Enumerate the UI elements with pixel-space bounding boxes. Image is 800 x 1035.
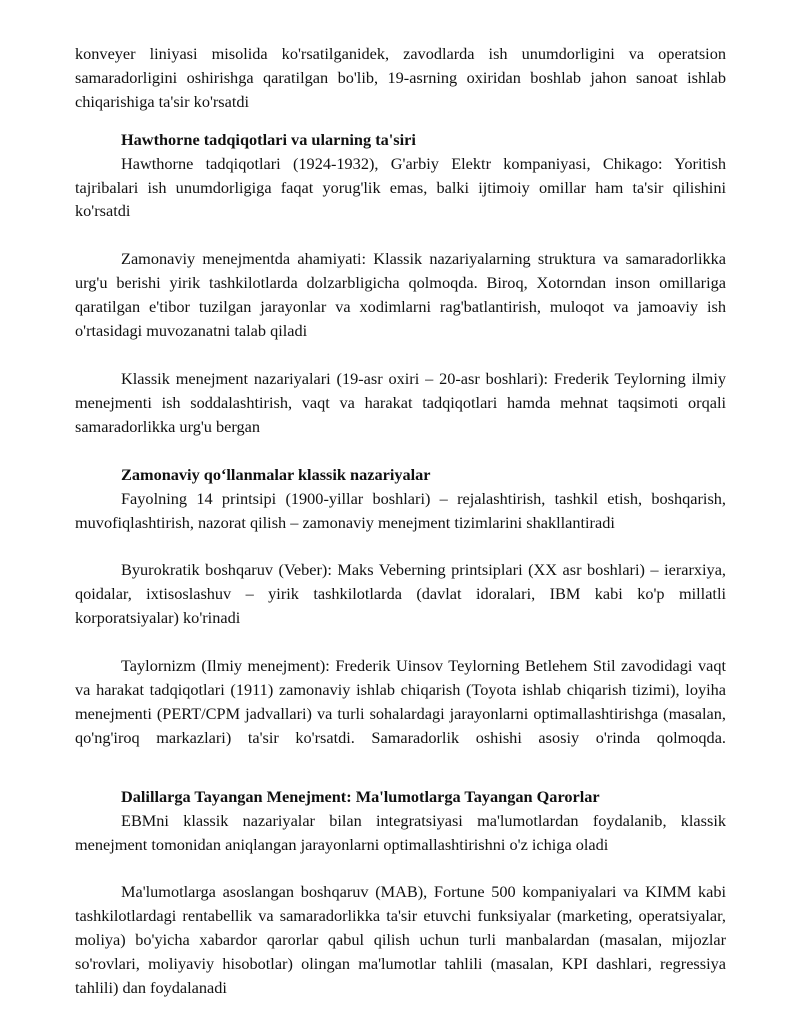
intro-paragraph: konveyer liniyasi misolida ko'rsatilganidek, zavodlarda ish unumdorligini va operatsion samaradorligini oshirishga qaratilgan bo'lib, 19-asrning oxiridan boshlab jahon sanoat ishlab chiqarishiga ta'sir ko'rsatdi xyxy=(75,44,726,111)
document-page xyxy=(75,42,726,1000)
paragraph-bureaucratic-management: Byurokratik boshqaruv (Veber): Maks Veberning printsiplari (XX asr boshlari) – ierarxiya, qoidalar, ixtisoslashuv – yirik tashkilotlarda (davlat idoralari, IBM kabi ko'p millatli korporatsiyalar) ko'rinadi xyxy=(75,560,726,628)
section-heading-modern-applications: Zamonaviy qo‘llanmalar klassik nazariyalar xyxy=(121,464,431,484)
section-heading-evidence-based: Dalillarga Tayangan Menejment: Ma'lumotlarga Tayangan Qarorlar xyxy=(121,786,600,806)
paragraph-ebm-integration: EBMni klassik nazariyalar bilan integratsiyasi ma'lumotlardan foydalanib, klassik menejment tomonidan aniqlangan jarayonlarni optimallashtirishni o'z ichiga oladi xyxy=(75,810,726,854)
section-heading-hawthorne: Hawthorne tadqiqotlari va ularning ta'siri xyxy=(121,129,416,149)
paragraph-modern-significance: Zamonaviy menejmentda ahamiyati: Klassik nazariyalarning struktura va samaradorlikka urg'u berishi yirik tashkilotlarda dolzarbligicha qolmoqda. Biroq, Xotorndan inson omillariga qaratilgan e'tibor tuzilgan jarayonlar va xodimlarni rag'batlantirish, muloqot va jamoaviy ish o'rtasidagi muvozanatni talab qiladi xyxy=(75,249,726,341)
paragraph-classical-theories: Klassik menejment nazariyalari (19-asr oxiri – 20-asr boshlari): Frederik Teylorning ilmiy menejmenti ish soddalashtirish, vaqt va harakat tadqiqotlari hamda mehnat taqsimoti orqali samaradorlikka urg'u bergan xyxy=(75,368,726,436)
paragraph-data-driven-management: Ma'lumotlarga asoslangan boshqaruv (MAB), Fortune 500 kompaniyalari va KIMM kabi tashkilotlardagi rentabellik va samaradorlikka ta'sir etuvchi funksiyalar (marketing, operatsiyalar, moliya) bo'yicha xabardor qarorlar qabul qilish uchun turli manbalardan (masalan, mijozlar so'rovlari, moliyaviy hisobotlar) olingan ma'lumotlar tahlili (masalan, KPI dashlari, regressiya tahlili) dan foydalanadi xyxy=(75,882,726,998)
paragraph-taylorism: Taylornizm (Ilmiy menejment): Frederik Uinsov Teylorning Betlehem Stil zavodidagi vaqt va harakat tadqiqotlari (1911) zamonaviy ishlab chiqarish (Toyota ishlab chiqarish tizimi), loyiha menejmenti (PERT/CPM jadvallari) va turli sohalardagi jarayonlarni optimallashtirishga (masalan, qo'ng'iroq markazlari) ta'sir ko'rsatdi. Samaradorlik oshishi asosiy o'rinda qolmoqda. xyxy=(75,656,726,747)
paragraph-fayol-principles: Fayolning 14 printsipi (1900-yillar boshlari) – rejalashtirish, tashkil etish, boshqarish, muvofiqlashtirish, nazorat qilish – zamonaviy menejment tizimlarini shakllantiradi xyxy=(75,488,726,532)
paragraph-hawthorne-studies: Hawthorne tadqiqotlari (1924-1932), G'arbiy Elektr kompaniyasi, Chikago: Yoritish tajribalari ish unumdorligiga faqat yorug'lik emas, balki ijtimoiy omillar ham ta'sir qilishini ko'rsatdi xyxy=(75,153,726,221)
